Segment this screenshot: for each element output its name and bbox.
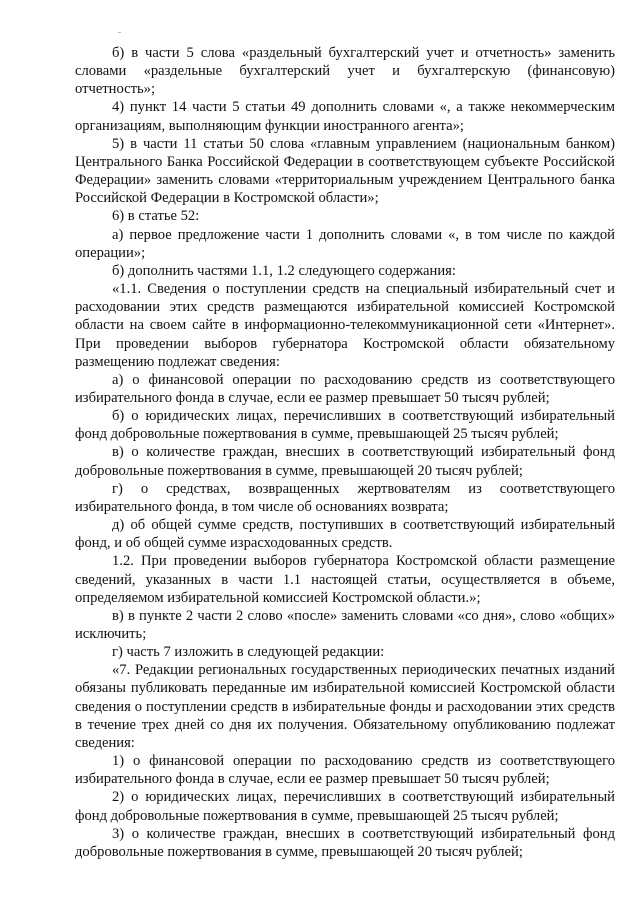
paragraph: 2) о юридических лицах, перечисливших в соответствующий избирательный фонд добровольные пожертвования в сумме, превышающей 25 тысяч рублей; [75,789,615,824]
paragraph: «1.1. Сведения о поступлении средств на специальный избирательный счет и расходовании этих средств размещаются избирательной комиссией Костромской области на своем сайте в информационно-телекоммуникационной сети «Интернет». При проведении выборов губернатора Костромской области обязательному размещению подлежат сведения: [75,281,615,370]
paragraph: 5) в части 11 статьи 50 слова «главным управлением (национальным банком) Центрального Банка Российской Федерации в соответствующем субъекте Российской Федерации» заменить словами «территориальным учреждением Центрального банка Российской Федерации в Костромской области»; [75,135,615,207]
paragraph: г) о средствах, возвращенных жертвователям из соответствующего избирательного фонда, в том числе об основаниях возврата; [75,480,615,515]
paragraph: б) дополнить частями 1.1, 1.2 следующего содержания: [112,262,456,279]
paragraph: 1) о финансовой операции по расходованию средств из соответствующего избирательного фонда в случае, если ее размер превышает 50 тысяч рублей; [75,753,615,788]
paragraph: 4) пункт 14 части 5 статьи 49 дополнить словами «, а также некоммерческим организациям, выполняющим функции иностранного агента»; [75,99,615,134]
paragraph: а) первое предложение части 1 дополнить словами «, в том числе по каждой операции»; [75,226,615,261]
paragraph: «7. Редакции региональных государственных периодических печатных изданий обязаны публиковать переданные им избирательной комиссией Костромской области сведения о поступлении средств в избирательные фонды и расходовании этих средств в течение трех дней со дня их получения. Обязательному опубликованию подлежат сведения: [75,662,615,751]
document-body [75,44,615,861]
paragraph: в) в пункте 2 части 2 слово «после» заменить словами «со дня», слово «общих» исключить; [75,607,615,642]
paragraph: 1.2. При проведении выборов губернатора Костромской области размещение сведений, указанных в части 1.1 настоящей статьи, осуществляется в объеме, определяемом избирательной комиссией Костромской области.»; [75,553,615,606]
paragraph: а) о финансовой операции по расходованию средств из соответствующего избирательного фонда в случае, если ее размер превышает 50 тысяч рублей; [75,371,615,406]
paragraph: б) в части 5 слова «раздельный бухгалтерский учет и отчетность» заменить словами «раздельные бухгалтерский учет и бухгалтерскую (финансовую) отчетность»; [75,45,615,98]
paragraph: г) часть 7 изложить в следующей редакции: [112,644,385,661]
paragraph: 3) о количестве граждан, внесших в соответствующий избирательный фонд добровольные пожертвования в сумме, превышающей 20 тысяч рублей; [75,825,615,860]
paragraph: д) об общей сумме средств, поступивших в соответствующий избирательный фонд, и об общей сумме израсходованных средств. [75,517,615,552]
paragraph: в) о количестве граждан, внесших в соответствующий избирательный фонд добровольные пожертвования в сумме, превышающей 20 тысяч рублей; [75,444,615,479]
paragraph: б) о юридических лицах, перечисливших в соответствующий избирательный фонд добровольные пожертвования в сумме, превышающей 25 тысяч рублей; [75,408,615,443]
paragraph: 6) в статье 52: [112,208,200,225]
scan-speck [118,32,121,33]
